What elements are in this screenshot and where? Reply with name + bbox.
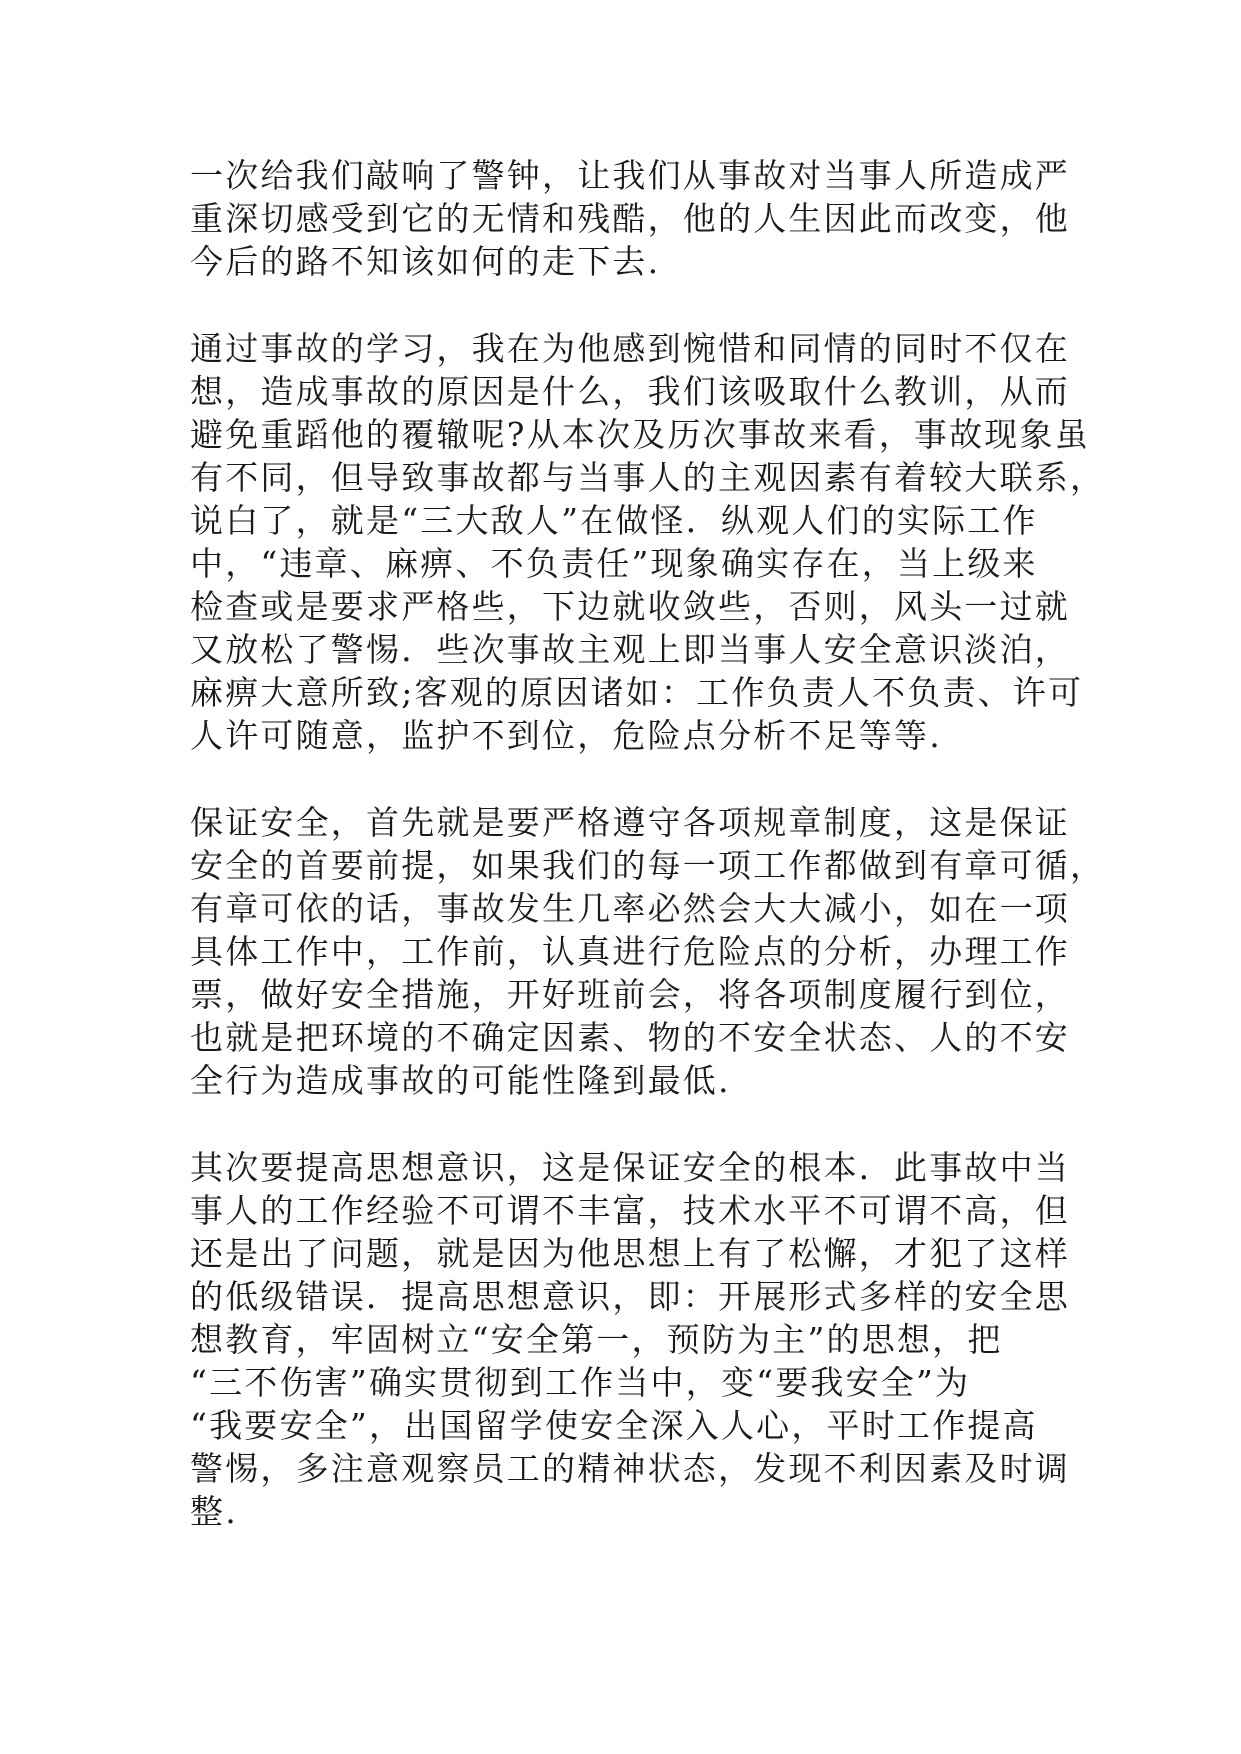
text-line: 中，“违章、麻痹、不负责任”现象确实存在，当上级来 [190, 544, 1038, 583]
paragraph-2 [190, 327, 1106, 757]
text-line: 警惕，多注意观察员工的精神状态，发现不利因素及时调 [190, 1449, 1070, 1488]
text-line: 票，做好安全措施，开好班前会，将各项制度履行到位， [190, 975, 1070, 1014]
text-line: 有章可依的话，事故发生几率必然会大大减小，如在一项 [190, 889, 1070, 928]
text-line: 的低级错误．提高思想意识，即：开展形式多样的安全思 [190, 1277, 1070, 1316]
text-line: 想教育，牢固树立“安全第一，预防为主”的思想，把 [190, 1320, 1003, 1359]
text-line: 其次要提高思想意识，这是保证安全的根本．此事故中当 [190, 1148, 1070, 1187]
text-line: 重深切感受到它的无情和残酷，他的人生因此而改变，他 [190, 199, 1070, 238]
text-line: 还是出了问题，就是因为他思想上有了松懈，才犯了这样 [190, 1234, 1070, 1273]
text-line: 人许可随意，监护不到位，危险点分析不足等等. [190, 716, 942, 755]
text-line: 说白了，就是“三大敌人”在做怪．纵观人们的实际工作 [190, 501, 1038, 540]
text-line: “我要安全”，出国留学使安全深入人心，平时工作提高 [190, 1406, 1038, 1445]
text-line: 全行为造成事故的可能性隆到最低. [190, 1061, 731, 1100]
text-line: 有不同，但导致事故都与当事人的主观因素有着较大联系， [190, 458, 1106, 497]
text-line: 今后的路不知该如何的走下去. [190, 242, 661, 281]
text-line: 检查或是要求严格些，下边就收敛些，否则，风头一过就 [190, 587, 1070, 626]
text-line: 具体工作中，工作前，认真进行危险点的分析，办理工作 [190, 932, 1070, 971]
text-line: “三不伤害”确实贯彻到工作当中，变“要我安全”为 [190, 1363, 971, 1402]
text-line: 保证安全，首先就是要严格遵守各项规章制度，这是保证 [190, 803, 1070, 842]
text-line: 通过事故的学习，我在为他感到惋惜和同情的同时不仅在 [190, 329, 1070, 368]
text-line: 想，造成事故的原因是什么，我们该吸取什么教训，从而 [190, 372, 1070, 411]
document-page [190, 154, 1106, 1577]
text-line: 麻痹大意所致;客观的原因诸如：工作负责人不负责、许可 [190, 673, 1084, 712]
text-line: 也就是把环境的不确定因素、物的不安全状态、人的不安 [190, 1018, 1070, 1057]
paragraph-1 [190, 154, 1070, 283]
text-line: 又放松了警惕．些次事故主观上即当事人安全意识淡泊， [190, 630, 1070, 669]
text-line: 避免重蹈他的覆辙呢?从本次及历次事故来看，事故现象虽 [190, 415, 1090, 454]
text-line: 整. [190, 1492, 238, 1531]
text-line: 安全的首要前提，如果我们的每一项工作都做到有章可循， [190, 846, 1106, 885]
text-line: 事人的工作经验不可谓不丰富，技术水平不可谓不高，但 [190, 1191, 1070, 1230]
paragraph-3 [190, 801, 1106, 1102]
paragraph-4 [190, 1146, 1070, 1533]
text-line: 一次给我们敲响了警钟，让我们从事故对当事人所造成严 [190, 156, 1070, 195]
